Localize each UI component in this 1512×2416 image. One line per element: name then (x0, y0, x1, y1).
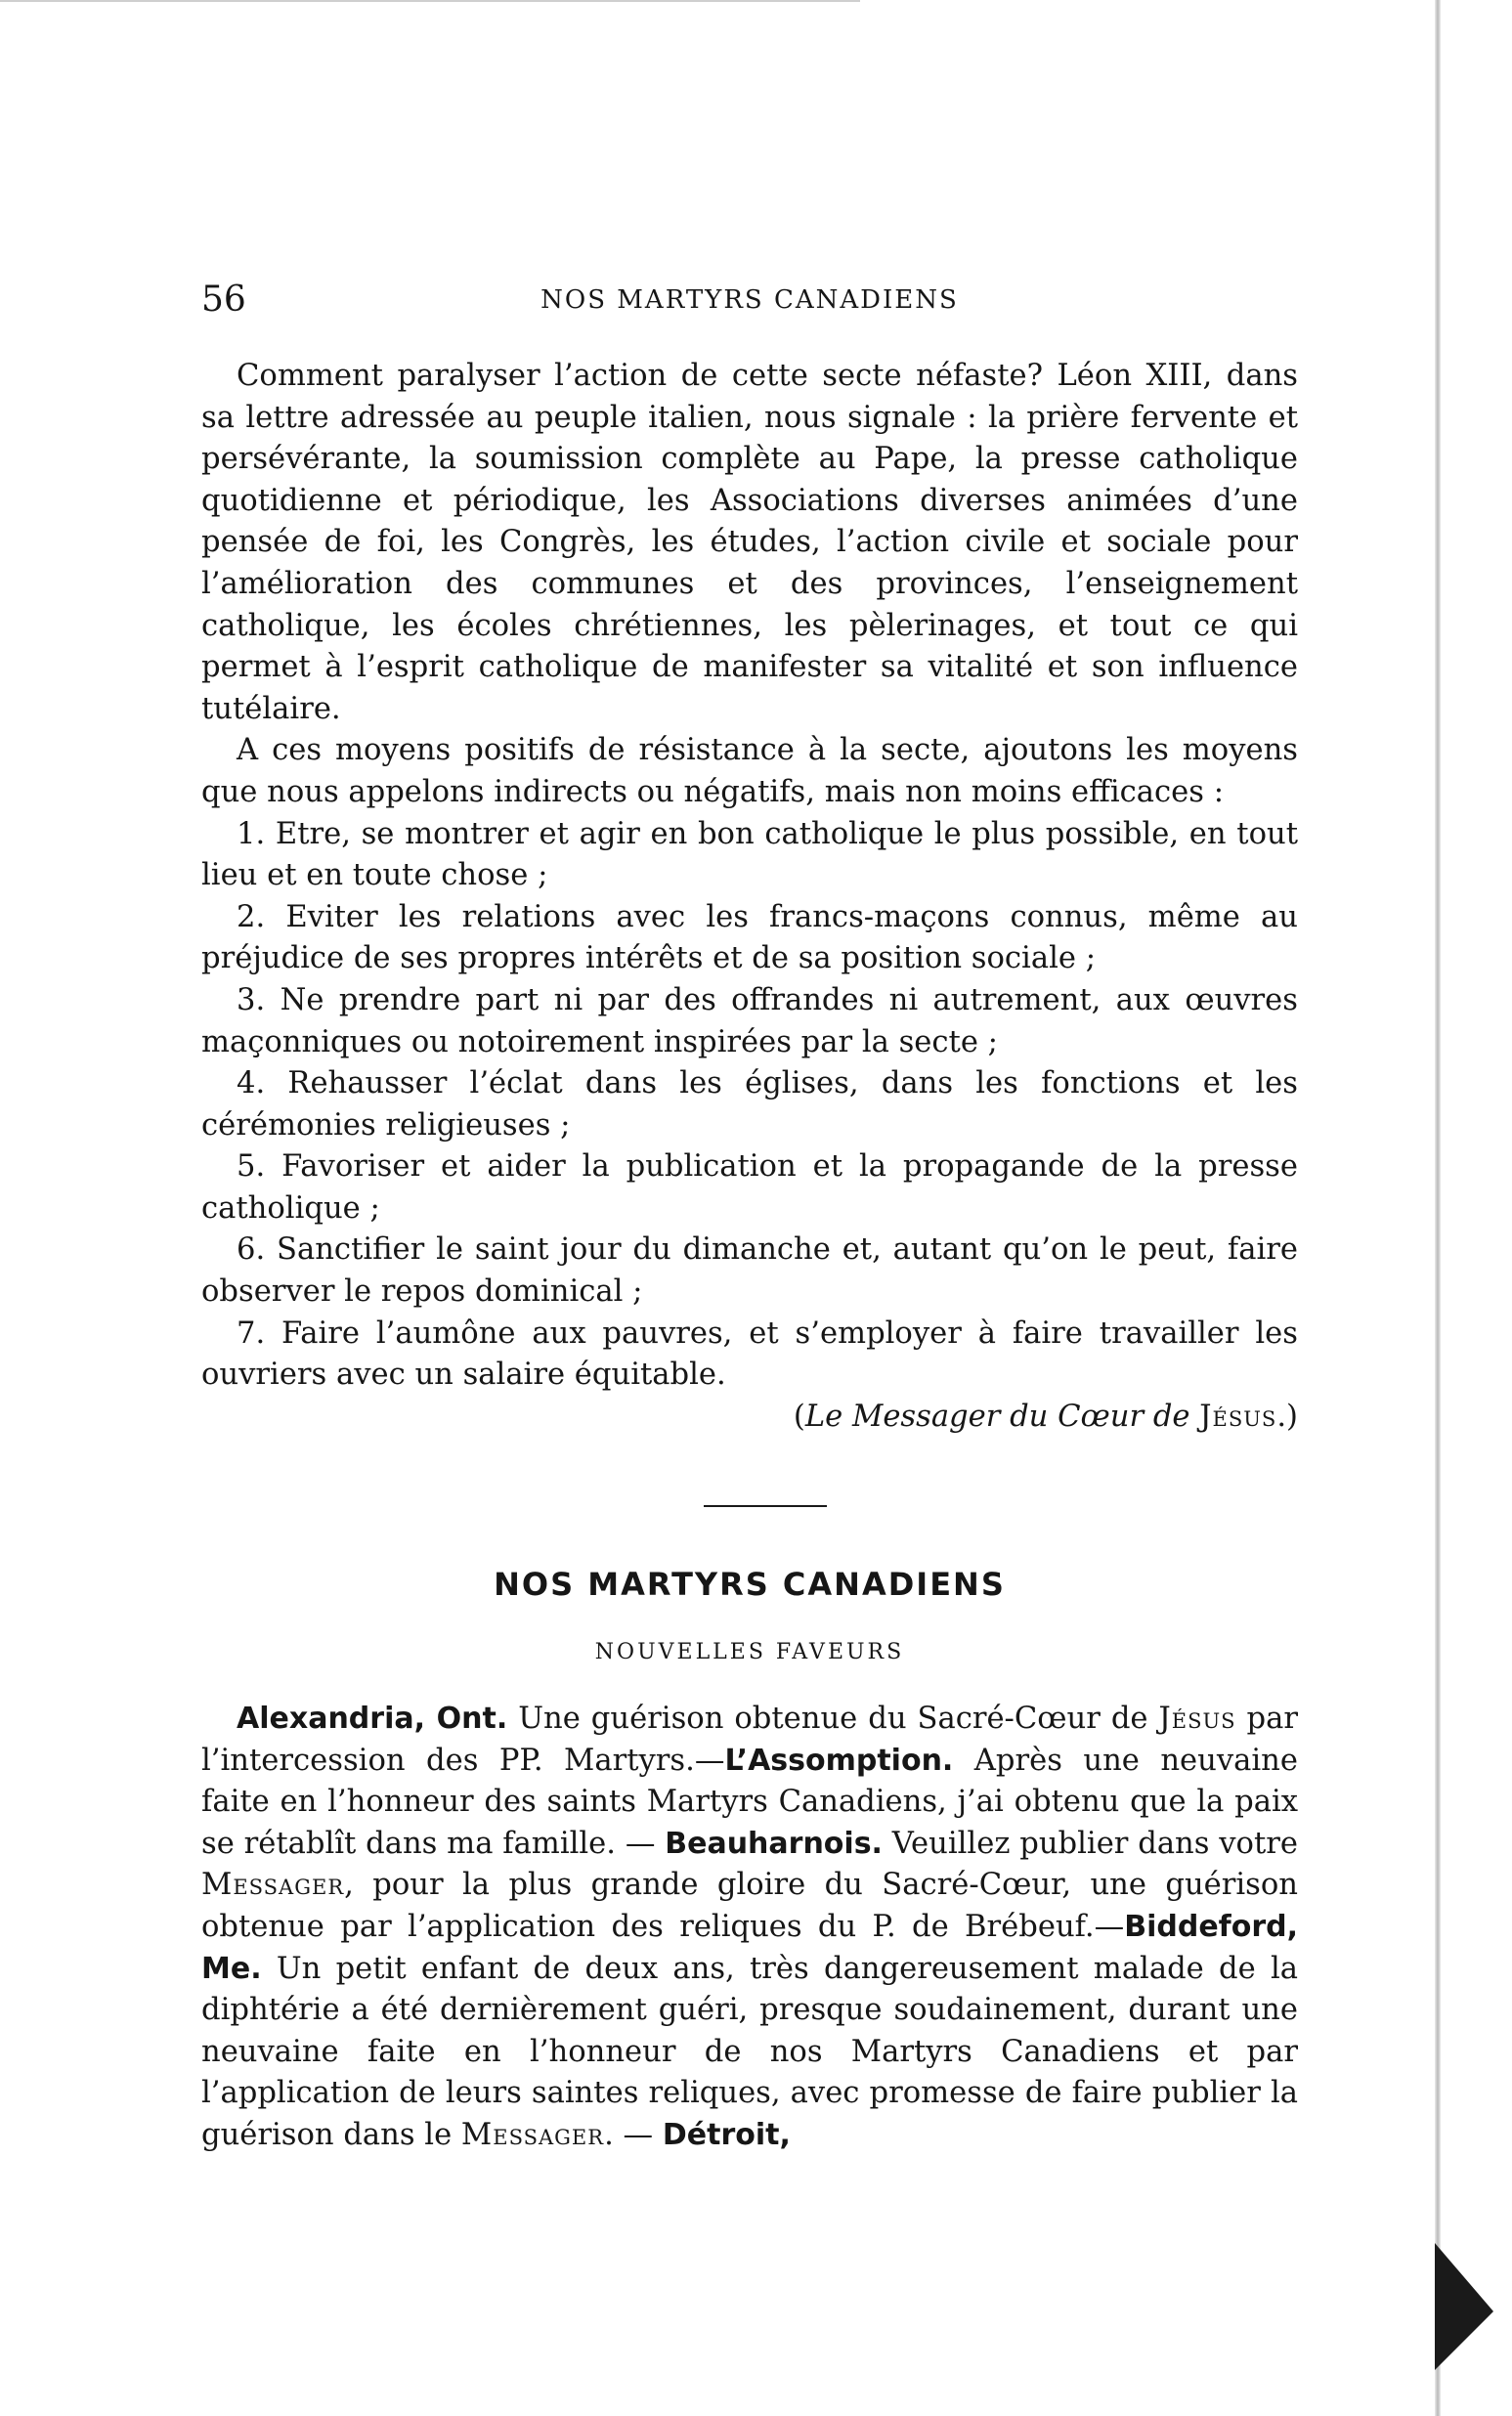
favors-section (201, 1699, 1298, 2157)
source-title: Le Messager du Cœur de (804, 1399, 1190, 1434)
top-scan-edge (0, 0, 860, 2)
holy-name: Jésus (1158, 1702, 1236, 1736)
source-citation: (Le Messager du Cœur de Jésus.) (793, 1399, 1298, 1434)
section-title: NOS MARTYRS CANADIENS (494, 1566, 1006, 1603)
list-item: 2. Eviter les relations avec les francs-maçons connus, même au préjudice de ses propres intérêts et de sa position sociale ; (201, 899, 1298, 976)
means-list (201, 814, 1298, 1397)
place-name: Biddeford, Me. (201, 1909, 1298, 1986)
page-number: 56 (201, 280, 246, 320)
page-header (201, 280, 1298, 328)
paragraph-2: A ces moyens positifs de résistance à la secte, ajoutons les moyens que nous appelons indirects ou négatifs, mais non moins efficaces : (201, 733, 1298, 809)
place-name: Détroit, (662, 2117, 791, 2152)
messager-name: Messager (201, 1868, 345, 1903)
section-divider (704, 1505, 827, 1507)
list-item: 4. Rehausser l’éclat dans les églises, dans les fonctions et les cérémonies religieuses ; (201, 1066, 1298, 1143)
paragraph-1: Comment paralyser l’action de cette secte néfaste? Léon XIII, dans sa lettre adressée au peuple italien, nous signale : la prière fervente et persévérante, la soumission complète au Pape, la presse catholique quotidienne et périodique, les Associations diverses animées d’une pensée de foi, les Congrès, les études, l’action civile et sociale pour l’amélioration des communes et des provinces, l’enseignement catholique, les écoles chrétiennes, les pèlerinages, et tout ce qui permet à l’esprit catholique de manifester sa vitalité et son influence tutélaire. (201, 359, 1298, 726)
section-subtitle: NOUVELLES FAVEURS (594, 1640, 905, 1664)
running-head: NOS MARTYRS CANADIENS (540, 285, 959, 315)
article-body (201, 356, 1298, 1438)
place-name: Alexandria, Ont. (237, 1702, 508, 1736)
place-name: Beauharnois. (665, 1826, 883, 1861)
list-item: 3. Ne prendre part ni par des offrandes ni autrement, aux œuvres maçonniques ou notoirement inspirées par la secte ; (201, 982, 1298, 1059)
messager-name: Messager (460, 2117, 605, 2152)
list-item: 6. Sanctifier le saint jour du dimanche et, autant qu’on le peut, faire observer le repos dominical ; (201, 1232, 1298, 1310)
binding-shadow (1435, 2243, 1493, 2370)
place-name: L’Assomption. (724, 1743, 954, 1778)
favors-paragraph: Alexandria, Ont. Une guérison obtenue du Sacré-Cœur de Jésus par l’intercession des PP. Martyrs.—L’Assomption. Après une neuvaine faite en l’honneur des saints Martyrs Canadiens, j’ai obtenu que la paix se rétablît dans ma famille. — Beauharnois. Veuillez publier dans votre Messager, pour la plus grande gloire du Sacré-Cœur, une guérison obtenue par l’application des reliques du P. de Brébeuf.—Biddeford, Me. Un petit enfant de deux ans, très dangereusement malade de la diphtérie a été dernièrement guéri, presque soudainement, durant une neuvaine faite en l’honneur de nos Martyrs Canadiens et par l’application de leurs saintes reliques, avec promesse de faire publier la guérison dans le Messager. — Détroit, (201, 1702, 1298, 2152)
list-item: 1. Etre, se montrer et agir en bon catholique le plus possible, en tout lieu et en toute chose ; (201, 816, 1298, 893)
list-item: 7. Faire l’aumône aux pauvres, et s’employer à faire travailler les ouvriers avec un salaire équitable. (201, 1316, 1298, 1393)
list-item: 5. Favoriser et aider la publication et la propagande de la presse catholique ; (201, 1149, 1298, 1226)
source-name: Jésus (1199, 1399, 1277, 1434)
page-edge-shadow (1435, 0, 1441, 2416)
